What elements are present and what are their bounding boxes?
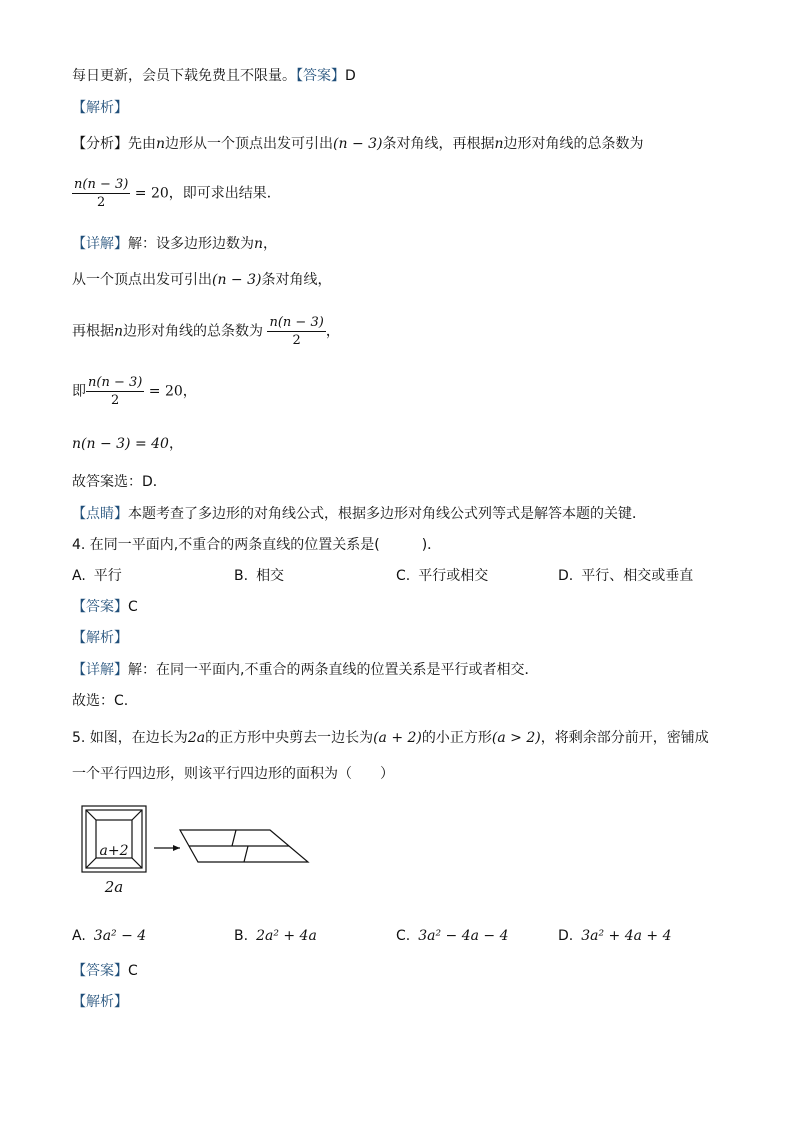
fraction: $\frac{n(n - 3)}{2}$ (74, 177, 129, 210)
q5-option-c: C. 3a² − 4a − 4 (396, 928, 509, 944)
conclusion-1: 故答案选：D． (72, 474, 167, 490)
q5-option-d: D. 3a² + 4a + 4 (558, 928, 672, 944)
answer-value: D (345, 68, 356, 84)
answer-line: 【答案】C (72, 599, 138, 615)
step-3: 即 $\frac{n(n - 3)}{2}$ = 20， (72, 375, 197, 408)
q4-option-a: A. 平行 (72, 568, 122, 584)
square-to-parallelogram-figure (76, 800, 316, 896)
analysis-heading: 【解析】 (72, 100, 128, 116)
question-5-line2: 一个平行四边形，则该平行四边形的面积为（ ） (72, 766, 394, 782)
detail-line: 【详解】解：设多边形边数为n， (72, 236, 278, 252)
header-line: 每日更新，会员下载免费且不限量。【答案】D (72, 68, 356, 84)
arrow-head (173, 845, 180, 851)
fraction: $\frac{n(n - 3)}{2}$ (88, 375, 143, 408)
q4-option-d: D. 平行、相交或垂直 (558, 568, 694, 584)
step-2: 再根据n边形对角线的总条数为 $\frac{n(n - 3)}{2}$ ， (72, 315, 340, 348)
step-1: 从一个顶点出发可引出(n − 3)条对角线， (72, 272, 332, 288)
q4-option-c: C. 平行或相交 (396, 568, 489, 584)
q4-option-b: B. 相交 (234, 568, 285, 584)
inner-side-label: a+2 (99, 843, 129, 859)
analysis-heading: 【解析】 (72, 630, 128, 646)
detail-line: 【详解】解：在同一平面内,不重合的两条直线的位置关系是平行或者相交． (72, 662, 539, 678)
analysis-heading: 【解析】 (72, 994, 128, 1010)
step-4: n(n − 3) = 40， (72, 436, 183, 452)
question-4: 4. 在同一平面内,不重合的两条直线的位置关系是( )． (72, 537, 442, 553)
answer-tag: 【答案】 (296, 68, 345, 84)
analysis-formula: $\frac{n(n - 3)}{2}$ = 20，即可求出结果． (74, 177, 281, 210)
question-5: 5. 如图，在边长为2a的正方形中央剪去一边长为(a + 2)的小正方形(a > 2)，将剩余部分前开，密铺成 (72, 730, 709, 746)
conclusion-2: 故选：C. (72, 693, 129, 709)
q5-option-a: A. 3a² − 4 (72, 928, 147, 944)
fraction: $\frac{n(n - 3)}{2}$ (269, 315, 324, 348)
answer-line: 【答案】C (72, 963, 138, 979)
q5-option-b: B. 2a² + 4a (234, 928, 317, 944)
outer-side-label: 2a (104, 878, 124, 896)
analysis-line: 【分析】先由n边形从一个顶点出发可引出(n − 3)条对角线，再根据n边形对角线的总条数为 (72, 136, 644, 152)
tip-line: 【点睛】本题考查了多边形的对角线公式，根据多边形对角线公式列等式是解答本题的关键． (72, 506, 646, 522)
